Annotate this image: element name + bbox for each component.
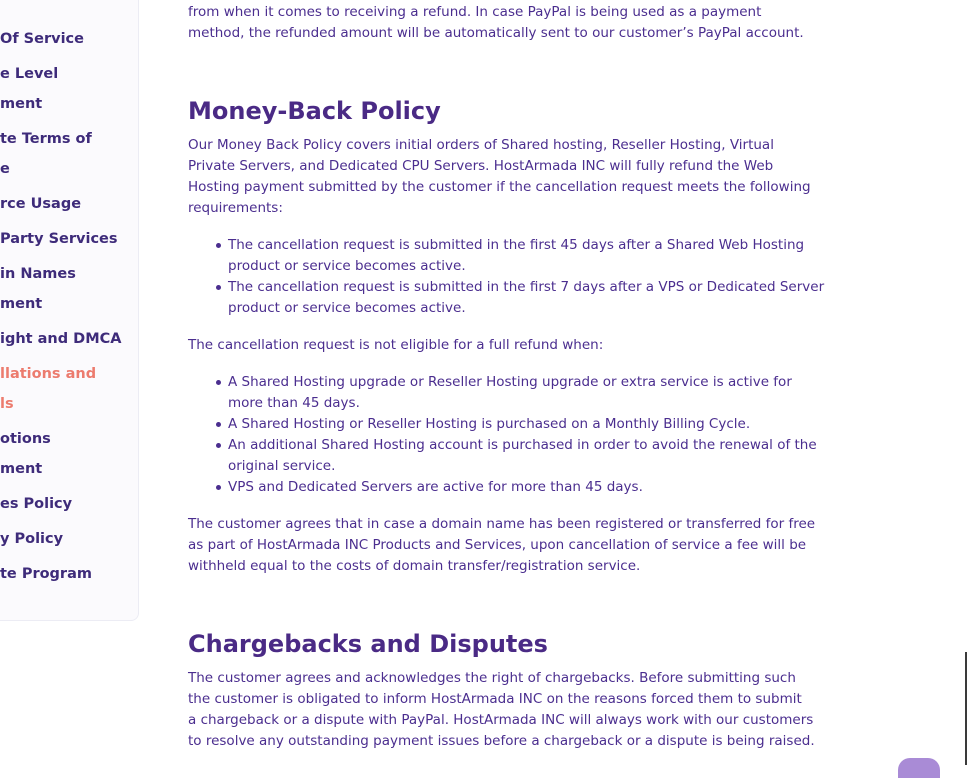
- sidebar-item-label[interactable]: rce Usage: [0, 196, 82, 212]
- list-item: original service.: [228, 458, 336, 474]
- domain-fee-paragraph-line: withheld equal to the costs of domain transfer/registration service.: [188, 558, 641, 574]
- bullet-icon: [216, 485, 221, 490]
- list-item: A Shared Hosting upgrade or Reseller Hosting upgrade or extra service is active for: [228, 374, 792, 390]
- bullet-icon: [216, 285, 221, 290]
- bullet-icon: [216, 443, 221, 448]
- money-back-paragraph-line: requirements:: [188, 200, 283, 216]
- money-back-heading: Money-Back Policy: [188, 97, 441, 125]
- chargebacks-paragraph-line: to resolve any outstanding payment issues before a chargeback or a dispute is being raised.: [188, 733, 815, 749]
- sidebar-item-label[interactable]: e: [0, 161, 10, 177]
- money-back-paragraph-line: Our Money Back Policy covers initial orders of Shared hosting, Reseller Hosting, Virtual: [188, 137, 774, 153]
- chargebacks-paragraph-line: a chargeback or a dispute with PayPal. HostArmada INC will always work with our customers: [188, 712, 814, 728]
- list-item: The cancellation request is submitted in the first 7 days after a VPS or Dedicated Server: [228, 279, 825, 295]
- intro-paragraph-line: from when it comes to receiving a refund. In case PayPal is being used as a payment: [188, 4, 762, 20]
- intro-paragraph-line: method, the refunded amount will be automatically sent to our customer’s PayPal account.: [188, 25, 804, 41]
- list-item: VPS and Dedicated Servers are active for more than 45 days.: [228, 479, 643, 495]
- list-item: The cancellation request is submitted in the first 45 days after a Shared Web Hosting: [228, 237, 805, 253]
- list-item: An additional Shared Hosting account is purchased in order to avoid the renewal of the: [228, 437, 817, 453]
- sidebar-item-label[interactable]: llations and: [0, 366, 97, 382]
- bullet-icon: [216, 243, 221, 248]
- bullet-icon: [216, 422, 221, 427]
- sidebar-item-label[interactable]: te Program: [0, 566, 92, 582]
- not-eligible-paragraph: The cancellation request is not eligible for a full refund when:: [188, 337, 604, 353]
- bullet-icon: [216, 380, 221, 385]
- sidebar-item-label[interactable]: ment: [0, 461, 43, 477]
- sidebar-item-label[interactable]: te Terms of: [0, 131, 92, 147]
- list-item: A Shared Hosting or Reseller Hosting is purchased on a Monthly Billing Cycle.: [228, 416, 751, 432]
- chargebacks-paragraph-line: the customer is obligated to inform HostArmada INC on the reasons forced them to submit: [188, 691, 802, 707]
- sidebar-item-label[interactable]: otions: [0, 431, 51, 447]
- sidebar-item-label[interactable]: ment: [0, 96, 43, 112]
- sidebar-item-label[interactable]: Of Service: [0, 31, 84, 47]
- sidebar-item-label[interactable]: Party Services: [0, 231, 118, 247]
- sidebar-item-label[interactable]: ls: [0, 396, 14, 412]
- scrollbar[interactable]: [965, 652, 967, 765]
- list-item: product or service becomes active.: [228, 258, 466, 274]
- domain-fee-paragraph-line: as part of HostArmada INC Products and Services, upon cancellation of service a fee will be: [188, 537, 807, 553]
- sidebar-item-label[interactable]: ight and DMCA: [0, 331, 122, 347]
- sidebar-item-label[interactable]: ment: [0, 296, 43, 312]
- money-back-paragraph-line: Hosting payment submitted by the customer if the cancellation request meets the following: [188, 179, 811, 195]
- sidebar-item-label[interactable]: es Policy: [0, 496, 73, 512]
- chargebacks-heading: Chargebacks and Disputes: [188, 630, 548, 658]
- chat-widget-button[interactable]: [898, 758, 940, 778]
- list-item: product or service becomes active.: [228, 300, 466, 316]
- money-back-paragraph-line: Private Servers, and Dedicated CPU Servers. HostArmada INC will fully refund the Web: [188, 158, 774, 174]
- sidebar-item-label[interactable]: in Names: [0, 266, 76, 282]
- chargebacks-paragraph-line: The customer agrees and acknowledges the right of chargebacks. Before submitting such: [188, 670, 796, 686]
- sidebar-item-label[interactable]: y Policy: [0, 531, 64, 547]
- sidebar-item-label[interactable]: e Level: [0, 66, 59, 82]
- list-item: more than 45 days.: [228, 395, 360, 411]
- domain-fee-paragraph-line: The customer agrees that in case a domain name has been registered or transferred for free: [188, 516, 816, 532]
